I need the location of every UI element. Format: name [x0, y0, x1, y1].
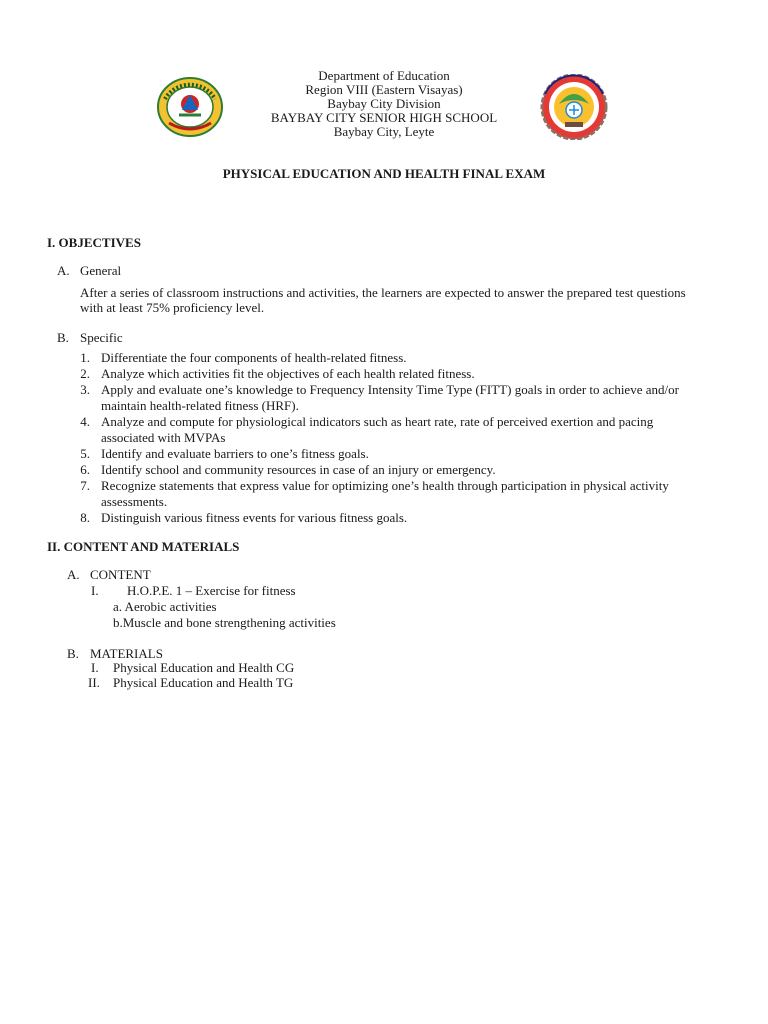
specific-item-4-line-1: Analyze and compute for physiological indicators such as heart rate, rate of perceived exertion and pacing — [101, 414, 654, 429]
content-item: H.O.P.E. 1 – Exercise for fitness — [127, 583, 296, 598]
materials-item-1-number: I. — [91, 660, 99, 675]
specific-item-8-number: 8. — [80, 510, 90, 525]
exam-title: PHYSICAL EDUCATION AND HEALTH FINAL EXAM — [222, 166, 546, 181]
specific-item-6-number: 6. — [80, 462, 90, 477]
specific-item-7-line-1: Recognize statements that express value for optimizing one’s health through participation in physical activity — [101, 478, 669, 493]
specific-item-4-number: 4. — [80, 414, 90, 429]
school-seal-logo — [539, 74, 609, 140]
specific-item-3-line-1: Apply and evaluate one’s knowledge to Frequency Intensity Time Type (FITT) goals in order to achieve and/or — [101, 382, 679, 397]
header-line-2: Region VIII (Eastern Visayas) — [305, 82, 463, 97]
specific-item-7-line-2: assessments. — [101, 494, 168, 509]
materials-item-2-number: II. — [88, 675, 100, 690]
general-text-line-2: with at least 75% proficiency level. — [80, 300, 265, 315]
header-line-5: Baybay City, Leyte — [333, 124, 435, 139]
header-line-4: BAYBAY CITY SENIOR HIGH SCHOOL — [270, 110, 498, 125]
materials-item-2: Physical Education and Health TG — [113, 675, 294, 690]
division-seal-logo — [157, 77, 223, 137]
specific-item-5: Identify and evaluate barriers to one’s fitness goals. — [101, 446, 369, 461]
content-materials-heading: II. CONTENT AND MATERIALS — [47, 539, 240, 554]
letterhead — [0, 69, 768, 139]
objectives-heading: I. OBJECTIVES — [47, 235, 141, 250]
content-sub-a: a. Aerobic activities — [113, 599, 217, 614]
general-label: General — [80, 263, 122, 278]
specific-item-3-number: 3. — [80, 382, 90, 397]
specific-item-1: Differentiate the four components of health-related fitness. — [101, 350, 407, 365]
specific-item-4-line-2: associated with MVPAs — [101, 430, 226, 445]
header-line-1: Department of Education — [318, 68, 450, 83]
specific-item-2-number: 2. — [80, 366, 90, 381]
materials-item-1: Physical Education and Health CG — [113, 660, 295, 675]
specific-item-2: Analyze which activities fit the objectives of each health related fitness. — [101, 366, 475, 381]
specific-item-8: Distinguish various fitness events for various fitness goals. — [101, 510, 408, 525]
content-label: CONTENT — [90, 567, 151, 582]
specific-item-1-number: 1. — [80, 350, 90, 365]
specific-letter: B. — [57, 330, 69, 345]
specific-item-5-number: 5. — [80, 446, 90, 461]
content-roman: I. — [91, 583, 99, 598]
materials-label: MATERIALS — [90, 646, 163, 661]
specific-item-7-number: 7. — [80, 478, 90, 493]
specific-item-3-line-2: maintain health-related fitness (HRF). — [101, 398, 299, 413]
general-letter: A. — [57, 263, 70, 278]
specific-item-6: Identify school and community resources in case of an injury or emergency. — [101, 462, 496, 477]
specific-label: Specific — [80, 330, 123, 345]
materials-letter: B. — [67, 646, 79, 661]
content-sub-b: b.Muscle and bone strengthening activities — [113, 615, 336, 630]
general-text-line-1: After a series of classroom instructions and activities, the learners are expected to answer the prepared test questions — [80, 285, 686, 300]
content-letter: A. — [67, 567, 80, 582]
header-line-3: Baybay City Division — [327, 96, 441, 111]
